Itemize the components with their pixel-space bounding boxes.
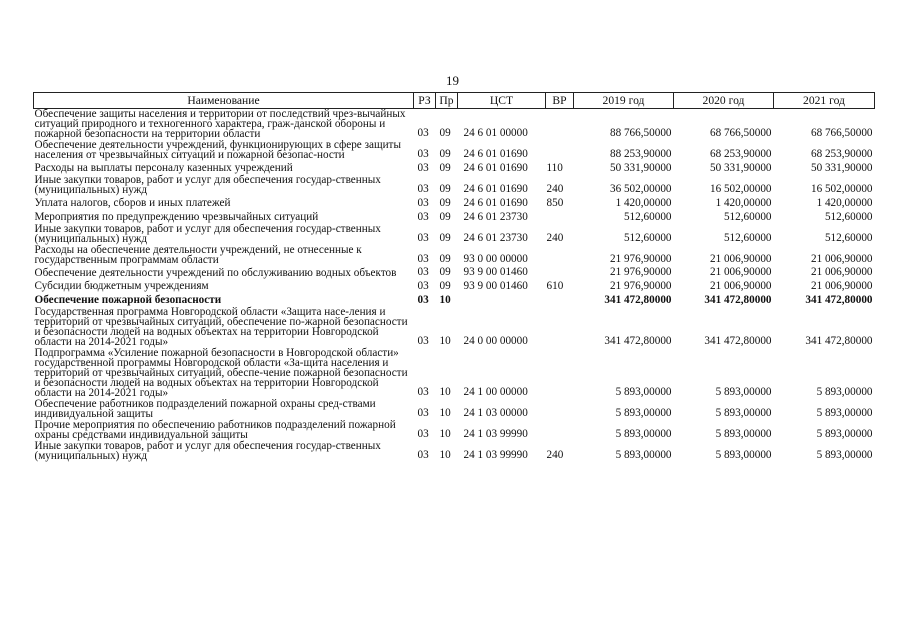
cell-vr: 850 [546, 197, 564, 209]
cell-vr [546, 109, 574, 141]
table-row [34, 210, 875, 224]
cell-name: Прочие мероприятия по обеспечению работников подразделений пожарной охраны средствами индивидуальной защиты [34, 419, 396, 441]
cell-name: Иные закупки товаров, работ и услуг для обеспечения государ-ственных (муниципальных) нужд [34, 223, 381, 245]
cell-cst: 24 6 01 00000 [463, 127, 528, 139]
cell-pr: 10 [439, 294, 451, 306]
cell-rz: 03 [417, 211, 429, 223]
cell-2020: 5 893,00000 [715, 407, 772, 419]
header-2020: 2020 год [674, 93, 774, 109]
cell-cst: 24 1 03 00000 [463, 407, 528, 419]
cell-rz: 03 [417, 335, 429, 347]
cell-rz: 03 [417, 232, 429, 244]
cell-vr [546, 140, 574, 161]
cell-2020: 50 331,90000 [709, 162, 772, 174]
cell-2021: 5 893,00000 [816, 449, 873, 461]
cell-name: Расходы на выплаты персоналу казенных учреждений [34, 162, 293, 174]
cell-rz: 03 [417, 148, 429, 160]
cell-2021: 50 331,90000 [810, 162, 873, 174]
cell-pr: 09 [439, 211, 451, 223]
cell-name: Обеспечение защиты населения и территории от последствий чрез-вычайных ситуаций природного и техногенного характера, граж-данской обороны и пожарной безопасности на территории области [34, 108, 406, 140]
cell-2019: 21 976,90000 [609, 280, 672, 292]
header-pr: Пр [436, 93, 458, 109]
cell-2021: 21 006,90000 [810, 280, 873, 292]
cell-2020: 1 420,00000 [715, 197, 772, 209]
cell-cst: 24 1 03 99990 [463, 428, 528, 440]
cell-pr: 09 [439, 280, 451, 292]
cell-pr: 09 [439, 127, 451, 139]
table-row [34, 279, 875, 293]
cell-2020: 21 006,90000 [709, 266, 772, 278]
budget-table [33, 92, 875, 462]
cell-2019: 21 976,90000 [609, 266, 672, 278]
cell-2019: 50 331,90000 [609, 162, 672, 174]
cell-2019: 36 502,00000 [609, 183, 672, 195]
cell-cst: 24 6 01 23730 [463, 232, 528, 244]
cell-2021: 21 006,90000 [810, 266, 873, 278]
cell-2021: 1 420,00000 [816, 197, 873, 209]
cell-2019: 88 766,50000 [609, 127, 672, 139]
cell-name: Подпрограмма «Усиление пожарной безопасности в Новгородской области» государственной программы Новгородской области «За-щита населения и территорий от чрезвычайных ситуаций, обеспе-чение пожарной безопасности и безопасности людей на водных объектах на территории Новгородской области на 2014-2021 годы» [34, 347, 408, 399]
cell-2020: 5 893,00000 [715, 386, 772, 398]
cell-2021: 512,60000 [824, 232, 873, 244]
cell-pr: 10 [439, 407, 451, 419]
cell-pr: 09 [439, 162, 451, 174]
cell-name: Уплата налогов, сборов и иных платежей [34, 197, 231, 209]
cell-rz: 03 [417, 197, 429, 209]
cell-name: Обеспечение работников подразделений пожарной охраны сред-ствами индивидуальной защиты [34, 398, 376, 420]
cell-pr: 09 [439, 232, 451, 244]
cell-pr: 09 [439, 148, 451, 160]
cell-vr: 240 [546, 449, 564, 461]
cell-pr: 10 [439, 428, 451, 440]
cell-2020: 512,60000 [723, 211, 772, 223]
cell-vr [546, 307, 574, 348]
table-row [34, 293, 875, 307]
cell-2021: 341 472,80000 [805, 294, 873, 306]
cell-vr [546, 245, 574, 266]
table-row [34, 245, 875, 266]
cell-cst: 93 9 00 01460 [463, 266, 528, 278]
cell-rz: 03 [417, 183, 429, 195]
table-row [34, 420, 875, 441]
cell-name: Обеспечение деятельности учреждений по обслуживанию водных объектов [34, 267, 397, 279]
cell-2019: 5 893,00000 [615, 407, 672, 419]
cell-vr: 240 [546, 232, 564, 244]
table-row [34, 161, 875, 175]
cell-cst: 93 0 00 00000 [463, 253, 528, 265]
cell-2019: 21 976,90000 [609, 253, 672, 265]
cell-name: Обеспечение пожарной безопасности [34, 294, 222, 306]
cell-rz: 03 [417, 253, 429, 265]
cell-2020: 16 502,00000 [709, 183, 772, 195]
cell-vr [546, 210, 574, 224]
header-rz: РЗ [414, 93, 436, 109]
table-row [34, 399, 875, 420]
cell-2019: 88 253,90000 [609, 148, 672, 160]
table-row [34, 348, 875, 399]
cell-2020: 21 006,90000 [709, 280, 772, 292]
table-row [34, 109, 875, 141]
cell-2019: 512,60000 [623, 232, 672, 244]
cell-rz: 03 [417, 280, 429, 292]
cell-pr: 10 [439, 449, 451, 461]
cell-2020: 341 472,80000 [704, 335, 772, 347]
cell-2019: 341 472,80000 [604, 335, 672, 347]
cell-2021: 16 502,00000 [810, 183, 873, 195]
cell-vr: 240 [546, 183, 564, 195]
cell-rz: 03 [417, 294, 429, 306]
page-number: 19 [446, 73, 459, 88]
cell-2019: 5 893,00000 [615, 449, 672, 461]
header-vr: ВР [546, 93, 574, 109]
table-row [34, 140, 875, 161]
cell-vr: 610 [546, 280, 564, 292]
cell-vr: 110 [546, 162, 563, 174]
table-row [34, 196, 875, 210]
cell-name: Обеспечение деятельности учреждений, функционирующих в сфере защиты населения от чрезвычайных ситуаций и пожарной безопас-ности [34, 139, 401, 161]
cell-name: Мероприятия по предупреждению чрезвычайных ситуаций [34, 211, 319, 223]
table-row [34, 175, 875, 196]
header-cst: ЦСТ [458, 93, 546, 109]
cell-2021: 21 006,90000 [810, 253, 873, 265]
cell-2021: 5 893,00000 [816, 428, 873, 440]
cell-cst: 24 0 00 00000 [463, 335, 528, 347]
cell-pr: 09 [439, 183, 451, 195]
table-row [34, 224, 875, 245]
cell-pr: 09 [439, 253, 451, 265]
cell-2020: 5 893,00000 [715, 428, 772, 440]
cell-rz: 03 [417, 449, 429, 461]
table-row [34, 266, 875, 279]
cell-name: Государственная программа Новгородской области «Защита насе-ления и территорий от чрезвычайных ситуаций, обеспечение по-жарной безопасности и безопасности людей на водных объектах на территории Новгородской области на 2014-2021 годы» [34, 306, 408, 348]
cell-cst: 24 1 03 99990 [463, 449, 528, 461]
cell-rz: 03 [417, 162, 429, 174]
cell-2021: 341 472,80000 [805, 335, 873, 347]
cell-name: Иные закупки товаров, работ и услуг для обеспечения государ-ственных (муниципальных) нужд [34, 440, 381, 462]
cell-2019: 5 893,00000 [615, 428, 672, 440]
cell-2021: 68 253,90000 [810, 148, 873, 160]
table-header-row [34, 93, 875, 109]
cell-2019: 1 420,00000 [615, 197, 672, 209]
cell-vr [546, 420, 574, 441]
table-row [34, 307, 875, 348]
table-row [34, 441, 875, 462]
cell-name: Иные закупки товаров, работ и услуг для обеспечения государ-ственных (муниципальных) нужд [34, 174, 381, 196]
cell-cst: 24 6 01 01690 [463, 197, 528, 209]
cell-vr [546, 348, 574, 399]
cell-vr [546, 266, 574, 279]
cell-2019: 341 472,80000 [604, 294, 672, 306]
cell-rz: 03 [417, 386, 429, 398]
cell-2020: 68 253,90000 [709, 148, 772, 160]
cell-2021: 68 766,50000 [810, 127, 873, 139]
cell-pr: 10 [439, 335, 451, 347]
cell-2021: 512,60000 [824, 211, 873, 223]
cell-cst: 93 9 00 01460 [463, 280, 528, 292]
header-2019: 2019 год [574, 93, 674, 109]
cell-rz: 03 [417, 266, 429, 278]
cell-cst: 24 6 01 01690 [463, 148, 528, 160]
cell-2020: 341 472,80000 [704, 294, 772, 306]
cell-2020: 68 766,50000 [709, 127, 772, 139]
header-2021: 2021 год [774, 93, 875, 109]
cell-2019: 5 893,00000 [615, 386, 672, 398]
cell-2021: 5 893,00000 [816, 386, 873, 398]
cell-rz: 03 [417, 428, 429, 440]
cell-vr [546, 399, 574, 420]
cell-cst: 24 6 01 01690 [463, 162, 528, 174]
cell-pr: 09 [439, 197, 451, 209]
cell-pr: 09 [439, 266, 451, 278]
header-name: Наименование [34, 93, 414, 109]
cell-rz: 03 [417, 407, 429, 419]
cell-2020: 21 006,90000 [709, 253, 772, 265]
cell-name: Субсидии бюджетным учреждениям [34, 280, 209, 292]
cell-cst: 24 6 01 23730 [463, 211, 528, 223]
cell-name: Расходы на обеспечение деятельности учреждений, не отнесенные к государственным программам области [34, 244, 362, 266]
cell-vr [546, 293, 574, 307]
cell-2021: 5 893,00000 [816, 407, 873, 419]
cell-pr: 10 [439, 386, 451, 398]
cell-2020: 5 893,00000 [715, 449, 772, 461]
table-body [34, 109, 875, 463]
cell-cst: 24 1 00 00000 [463, 386, 528, 398]
cell-2020: 512,60000 [723, 232, 772, 244]
cell-cst: 24 6 01 01690 [463, 183, 528, 195]
cell-rz: 03 [417, 127, 429, 139]
cell-2019: 512,60000 [623, 211, 672, 223]
cell-cst [458, 293, 546, 307]
